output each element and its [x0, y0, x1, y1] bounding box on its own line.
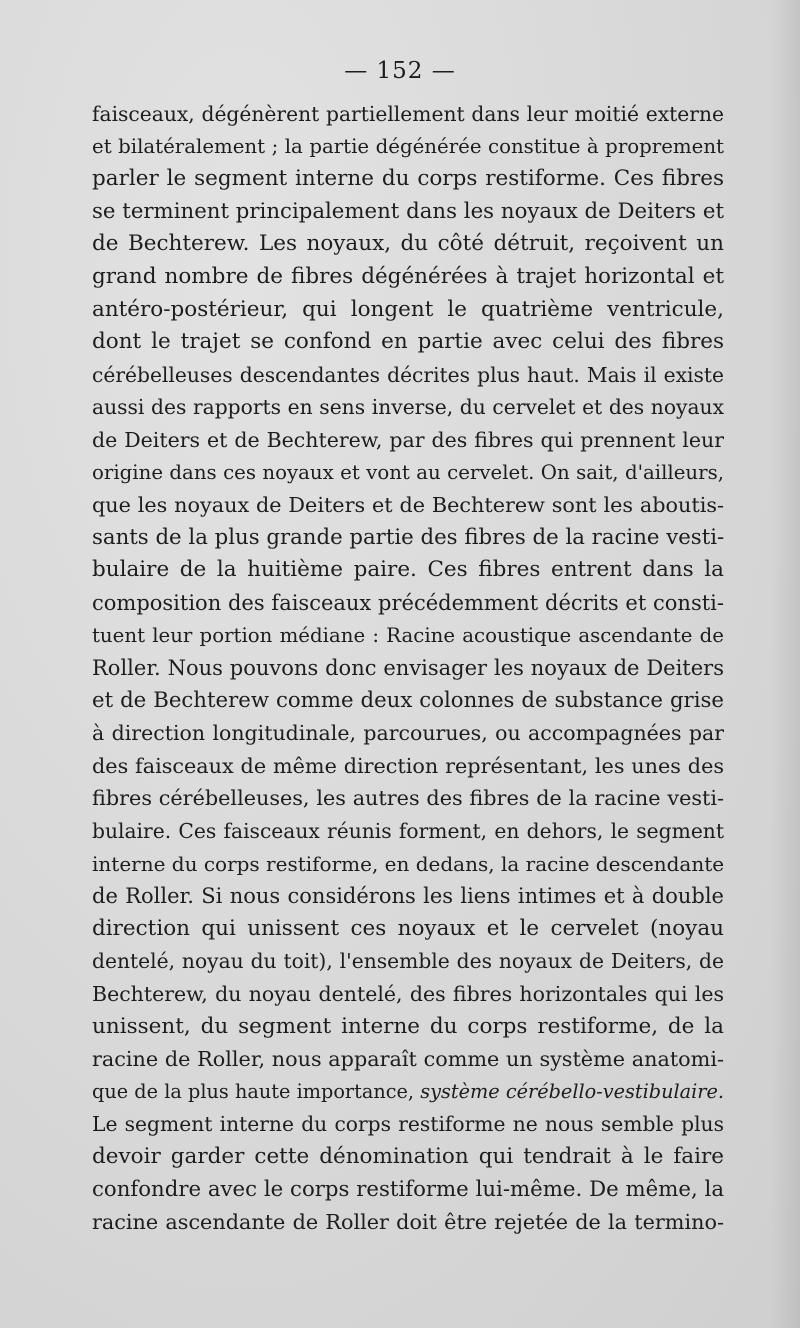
- text-line: confondre avec le corps restiforme lui-même. De même, la: [92, 1176, 724, 1202]
- italic-term: système cérébello-vestibulaire.: [420, 1079, 724, 1103]
- text-line: dont le trajet se confond en partie avec celui des fibres: [92, 329, 724, 355]
- text-line: des faisceaux de même direction représentant, les unes des: [92, 753, 724, 778]
- text-line: de Bechterew. Les noyaux, du côté détruit, reçoivent un: [92, 231, 724, 257]
- line-prefix: que de la plus haute importance,: [92, 1079, 421, 1103]
- body-text: [92, 98, 724, 1239]
- text-line: racine de Roller, nous apparaît comme un système anatomi-: [92, 1047, 724, 1072]
- text-line: de Deiters et de Bechterew, par des fibres qui prennent leur: [92, 427, 724, 452]
- text-line: que les noyaux de Deiters et de Bechterew sont les aboutis-: [92, 493, 724, 518]
- text-line: parler le segment interne du corps restiforme. Ces fibres: [92, 166, 724, 192]
- text-line: dentelé, noyau du toit), l'ensemble des noyaux de Deiters, de: [92, 949, 724, 974]
- text-line: faisceaux, dégénèrent partiellement dans leur moitié externe: [92, 102, 724, 126]
- text-line: bulaire de la huitième paire. Ces fibres entrent dans la: [92, 557, 724, 583]
- text-line: à direction longitudinale, parcourues, ou accompagnées par: [92, 721, 724, 746]
- text-line: Roller. Nous pouvons donc envisager les noyaux de Deiters: [92, 656, 724, 681]
- text-line: Bechterew, du noyau dentelé, des fibres horizontales qui les: [92, 982, 724, 1007]
- text-line: se terminent principalement dans les noyaux de Deiters et: [92, 198, 724, 224]
- text-line: interne du corps restiforme, en dedans, la racine descendante: [92, 851, 724, 876]
- text-line: racine ascendante de Roller doit être rejetée de la termino-: [92, 1210, 724, 1235]
- text-line: fibres cérébelleuses, les autres des fibres de la racine vesti-: [92, 786, 724, 811]
- text-line: cérébelleuses descendantes décrites plus haut. Mais il existe: [92, 362, 724, 387]
- text-line: Le segment interne du corps restiforme ne nous semble plus: [92, 1112, 724, 1137]
- text-line: antéro-postérieur, qui longent le quatrième ventricule,: [92, 296, 724, 322]
- page-edge-shadow: [770, 0, 800, 1328]
- text-line: devoir garder cette dénomination qui tendrait à le faire: [92, 1144, 724, 1169]
- text-line: tuent leur portion médiane : Racine acoustique ascendante de: [92, 623, 724, 647]
- page-number: — 152 —: [344, 58, 456, 84]
- text-line: de Roller. Si nous considérons les liens intimes et à double: [92, 884, 724, 909]
- text-line: origine dans ces noyaux et vont au cervelet. On sait, d'ailleurs,: [92, 460, 724, 484]
- text-line-with-italic: [92, 1076, 724, 1109]
- text-line: bulaire. Ces faisceaux réunis forment, en dehors, le segment: [92, 819, 724, 844]
- text-line: aussi des rapports en sens inverse, du cervelet et des noyaux: [92, 395, 724, 420]
- text-line: et de Bechterew comme deux colonnes de substance grise: [92, 687, 724, 713]
- text-line: sants de la plus grande partie des fibres de la racine vesti-: [92, 524, 724, 550]
- text-line: grand nombre de fibres dégénérées à trajet horizontal et: [92, 263, 724, 289]
- text-line: composition des faisceaux précédemment décrits et consti-: [92, 590, 724, 615]
- text-line: direction qui unissent ces noyaux et le cervelet (noyau: [92, 915, 724, 941]
- text-line: et bilatéralement ; la partie dégénérée constitue à proprement: [92, 134, 724, 158]
- text-line: unissent, du segment interne du corps restiforme, de la: [92, 1013, 724, 1039]
